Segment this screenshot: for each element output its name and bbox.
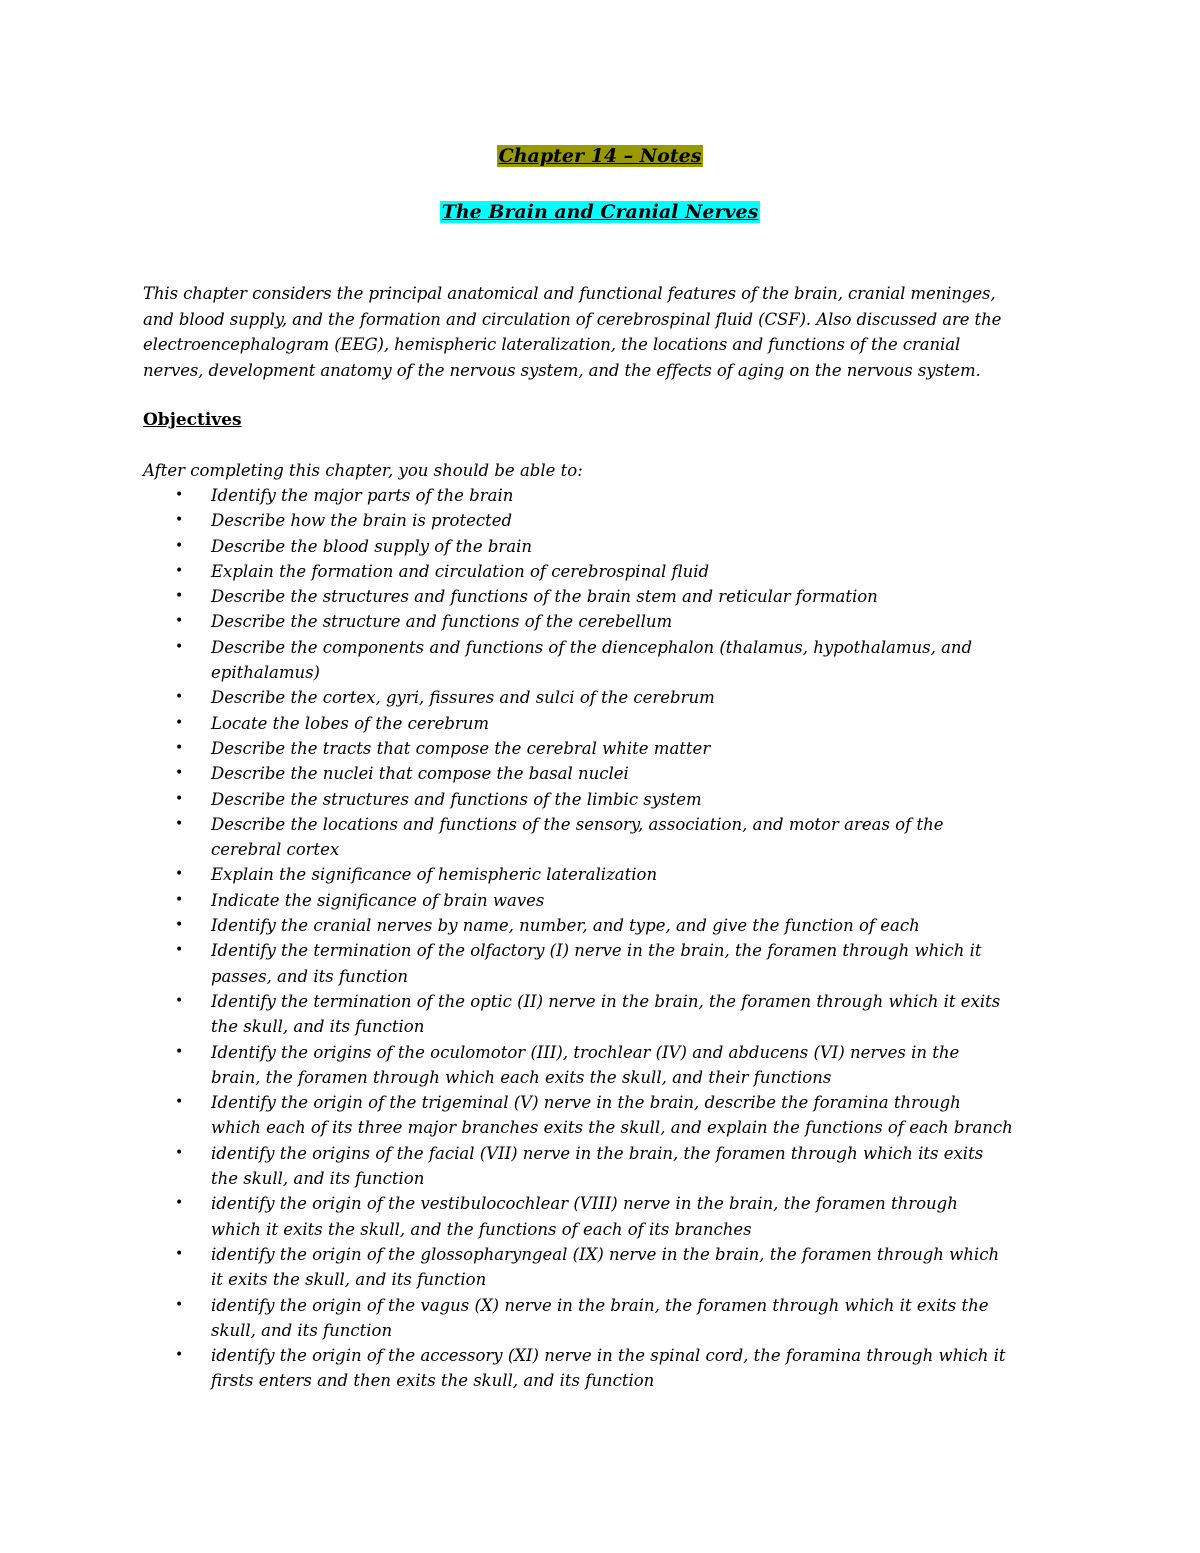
objective-item: [143, 938, 1063, 989]
objective-item: [143, 989, 1063, 1040]
chapter-subtitle: [0, 199, 1200, 225]
intro-line: nerves, development anatomy of the nervous system, and the effects of aging on the nervous system.: [143, 360, 981, 380]
objective-item: [143, 508, 1063, 533]
objective-item: [143, 1040, 1063, 1091]
bullet-icon: •: [175, 1245, 184, 1262]
objective-item: [143, 584, 1063, 609]
objective-text: Describe the tracts that compose the cerebral white matter: [211, 738, 711, 758]
bullet-icon: •: [175, 1195, 184, 1212]
bullet-icon: •: [175, 487, 184, 503]
objective-text: Describe how the brain is protected: [211, 511, 513, 531]
bullet-icon: •: [175, 739, 184, 756]
objective-text: Describe the locations and functions of the sensory, association, and motor areas of the: [211, 814, 944, 834]
objective-text: Identify the termination of the olfactory (I) nerve in the brain, the foramen through which it: [211, 941, 982, 961]
objectives-heading: Objectives: [143, 410, 242, 430]
objective-text: Identify the major parts of the brain: [211, 486, 514, 505]
bullet-icon: •: [175, 790, 184, 807]
objective-text: Describe the structures and functions of the brain stem and reticular formation: [211, 587, 878, 607]
objective-item: [143, 1141, 1063, 1192]
objective-text: identify the origin of the vestibulocochlear (VIII) nerve in the brain, the foramen through: [211, 1194, 958, 1214]
objective-text: identify the origin of the glossopharyngeal (IX) nerve in the brain, the foramen through which: [211, 1244, 1000, 1264]
objective-text: identify the origin of the accessory (XI) nerve in the spinal cord, the foramina through which it: [211, 1346, 1006, 1366]
bullet-icon: •: [175, 537, 184, 554]
objective-text: Identify the termination of the optic (II) nerve in the brain, the foramen through which it exits: [211, 991, 1001, 1011]
objective-item: [143, 534, 1063, 559]
objective-text: Describe the components and functions of the diencephalon (thalamus, hypothalamus, and: [211, 637, 973, 657]
bullet-icon: •: [175, 866, 184, 883]
objective-item: [143, 1343, 1063, 1394]
objective-text: identify the origin of the vagus (X) nerve in the brain, the foramen through which it exits the: [211, 1295, 989, 1315]
objective-text: which it exits the skull, and the functions of each of its branches: [211, 1219, 752, 1239]
objective-item: [143, 1090, 1063, 1141]
objective-text: Locate the lobes of the cerebrum: [211, 713, 490, 733]
bullet-icon: •: [175, 1043, 184, 1060]
objective-text: the skull, and its function: [211, 1169, 425, 1189]
objective-item: [143, 635, 1063, 686]
intro-paragraph: [143, 281, 1063, 383]
objective-item: [143, 787, 1063, 812]
bullet-icon: •: [175, 891, 184, 908]
intro-line: electroencephalogram (EEG), hemispheric lateralization, the locations and functions of the cranial: [143, 335, 961, 354]
objective-item: [143, 483, 1063, 508]
objective-text: Describe the cortex, gyri, fissures and sulci of the cerebrum: [211, 688, 715, 708]
objective-text: Explain the formation and circulation of cerebrospinal fluid: [211, 561, 710, 581]
objective-item: [143, 609, 1063, 634]
objective-item: [143, 913, 1063, 938]
objective-item: [143, 559, 1063, 584]
intro-line: and blood supply, and the formation and circulation of cerebrospinal fluid (CSF). Also discussed are the: [143, 309, 1002, 329]
bullet-icon: •: [175, 638, 184, 655]
objective-text: Describe the nuclei that compose the basal nuclei: [211, 764, 629, 784]
objective-text: cerebral cortex: [211, 840, 340, 860]
bullet-icon: •: [175, 588, 184, 605]
objective-text: which each of its three major branches exits the skull, and explain the functions of each branch: [211, 1118, 1013, 1138]
objective-text: Explain the significance of hemispheric lateralization: [211, 865, 658, 885]
bullet-icon: •: [175, 1144, 184, 1161]
bullet-icon: •: [175, 815, 184, 832]
objective-item: [143, 736, 1063, 761]
objective-text: passes, and its function: [211, 966, 409, 986]
bullet-icon: •: [175, 917, 184, 934]
objective-text: identify the origins of the facial (VII) nerve in the brain, the foramen through which its exits: [211, 1143, 984, 1163]
objective-text: brain, the foramen through which each exits the skull, and their functions: [211, 1067, 832, 1087]
bullet-icon: •: [175, 1094, 184, 1111]
objective-text: Describe the structures and functions of the limbic system: [211, 789, 702, 809]
intro-line: This chapter considers the principal anatomical and functional features of the brain, cranial meninges,: [143, 284, 996, 303]
objective-text: epithalamus): [211, 663, 320, 683]
objective-text: Identify the origins of the oculomotor (III), trochlear (IV) and abducens (VI) nerves in the: [211, 1042, 960, 1062]
bullet-icon: •: [175, 512, 184, 529]
objective-item: [143, 888, 1063, 913]
bullet-icon: •: [175, 942, 184, 959]
chapter-title: [0, 143, 1200, 169]
objective-text: Identify the cranial nerves by name, number, and type, and give the function of each: [211, 916, 920, 936]
bullet-icon: •: [175, 992, 184, 1009]
objective-text: Indicate the significance of brain waves: [211, 890, 545, 910]
bullet-icon: •: [175, 714, 184, 731]
objective-item: [143, 685, 1063, 710]
chapter-subtitle-text: The Brain and Cranial Nerves: [441, 201, 759, 223]
objectives-lead: After completing this chapter, you should be able to:: [143, 461, 583, 480]
objectives-list: [143, 483, 1063, 1394]
objective-text: Identify the origin of the trigeminal (V) nerve in the brain, describe the foramina through: [211, 1093, 961, 1113]
objective-text: the skull, and its function: [211, 1017, 425, 1037]
bullet-icon: •: [175, 1296, 184, 1313]
objective-item: [143, 761, 1063, 786]
objective-text: firsts enters and then exits the skull, and its function: [211, 1371, 655, 1391]
chapter-title-text: Chapter 14 – Notes: [498, 145, 702, 167]
bullet-icon: •: [175, 689, 184, 706]
objective-text: it exits the skull, and its function: [211, 1270, 487, 1290]
bullet-icon: •: [175, 1347, 184, 1364]
objective-item: [143, 1293, 1063, 1344]
objective-item: [143, 711, 1063, 736]
objective-text: Describe the blood supply of the brain: [211, 536, 533, 556]
objective-item: [143, 1242, 1063, 1293]
objective-item: [143, 862, 1063, 887]
objective-text: skull, and its function: [211, 1320, 393, 1340]
bullet-icon: •: [175, 562, 184, 579]
objective-item: [143, 812, 1063, 863]
bullet-icon: •: [175, 613, 184, 630]
bullet-icon: •: [175, 765, 184, 782]
objective-text: Describe the structure and functions of the cerebellum: [211, 612, 673, 632]
objective-item: [143, 1191, 1063, 1242]
